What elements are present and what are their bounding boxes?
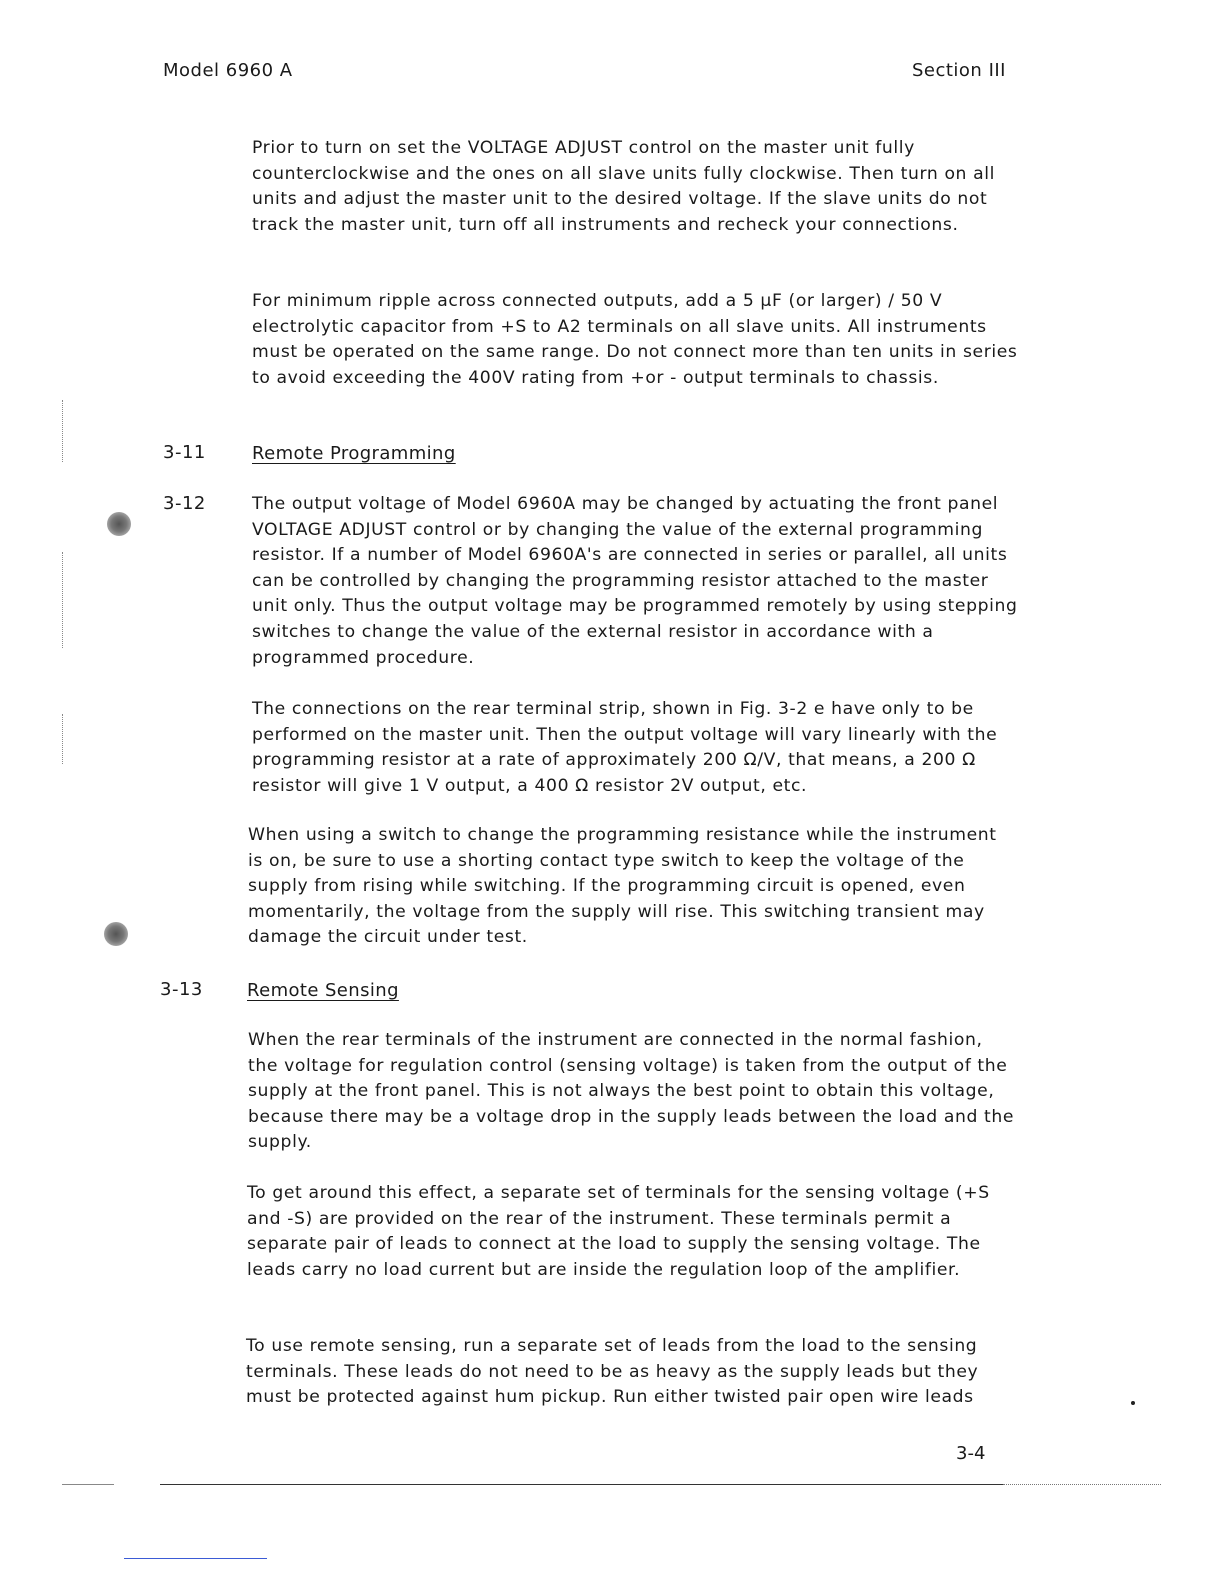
paragraph-switch-warning: When using a switch to change the programming resistance while the instrument is on, be sure to use a shorting contact type switch to keep the voltage of the supply from rising while switching. If the programming circuit is opened, even momentarily, the voltage from the supply will rise. This switching transient may damage the circuit under test. (248, 825, 997, 948)
paragraph-min-ripple: For minimum ripple across connected outputs, add a 5 µF (or larger) / 50 V electrolytic capacitor from +S to A2 terminals on all slave units. All instruments must be operated on the same range. Do not connect more than ten units in series to avoid exceeding the 400V rating from +or - output terminals to chassis. (252, 291, 1018, 388)
section-number-3-11: 3-11 (163, 442, 206, 463)
heading-remote-programming: Remote Programming (252, 443, 456, 464)
section-number-3-13: 3-13 (160, 979, 203, 1000)
paragraph-output-voltage: The output voltage of Model 6960A may be changed by actuating the front panel VOLTAGE ADJUST control or by changing the value of the external programming resistor. If a number of Model 6960A's are connected in series or parallel, all units can be controlled by changing the programming resistor attached to the master unit only. Thus the output voltage may be programmed remotely by using stepping switches to change the value of the external resistor in accordance with a programmed procedure. (252, 494, 1018, 668)
margin-mark (62, 714, 63, 764)
paragraph-sensing-terminals: To get around this effect, a separate set of terminals for the sensing voltage (+S and -S) are provided on the rear of the instrument. These terminals permit a separate pair of leads to connect at the load to supply the sensing voltage. The leads carry no load current but are inside the regulation loop of the amplifier. (247, 1183, 990, 1280)
binder-hole-mark (107, 512, 131, 536)
paragraph-turn-on: Prior to turn on set the VOLTAGE ADJUST control on the master unit fully counterclockwise and the ones on all slave units fully clockwise. Then turn on all units and adjust the master unit to the desired voltage. If the slave units do not track the master unit, turn off all instruments and recheck your connections. (252, 138, 995, 235)
header-model: Model 6960 A (163, 60, 293, 81)
header-section: Section III (911, 60, 1006, 81)
paragraph-use-remote-sensing: To use remote sensing, run a separate set of leads from the load to the sensing terminals. These leads do not need to be as heavy as the supply leads but they must be protected against hum pickup. Run either twisted pair open wire leads (246, 1336, 979, 1408)
scan-speck (1131, 1401, 1135, 1405)
footer-rule (160, 1484, 1003, 1485)
paragraph-rear-terminal: The connections on the rear terminal strip, shown in Fig. 3-2 e have only to be performed on the master unit. Then the output voltage will vary linearly with the programming resistor at a rate of approximately 200 Ω/V, that means, a 200 Ω resistor will give 1 V output, a 400 Ω resistor 2V output, etc. (252, 699, 998, 796)
footer-rule-dotted (1003, 1484, 1161, 1485)
scan-blue-line (124, 1558, 267, 1559)
heading-remote-sensing: Remote Sensing (247, 980, 399, 1001)
section-number-3-12: 3-12 (163, 493, 206, 514)
margin-mark (62, 400, 63, 462)
paragraph-normal-fashion: When the rear terminals of the instrument are connected in the normal fashion, the voltage for regulation control (sensing voltage) is taken from the output of the supply at the front panel. This is not always the best point to obtain this voltage, because there may be a voltage drop in the supply leads between the load and the supply. (248, 1030, 1015, 1153)
binder-hole-mark (104, 922, 128, 946)
page-number: 3-4 (956, 1443, 986, 1464)
margin-mark (62, 552, 63, 648)
footer-rule-left (62, 1484, 114, 1485)
